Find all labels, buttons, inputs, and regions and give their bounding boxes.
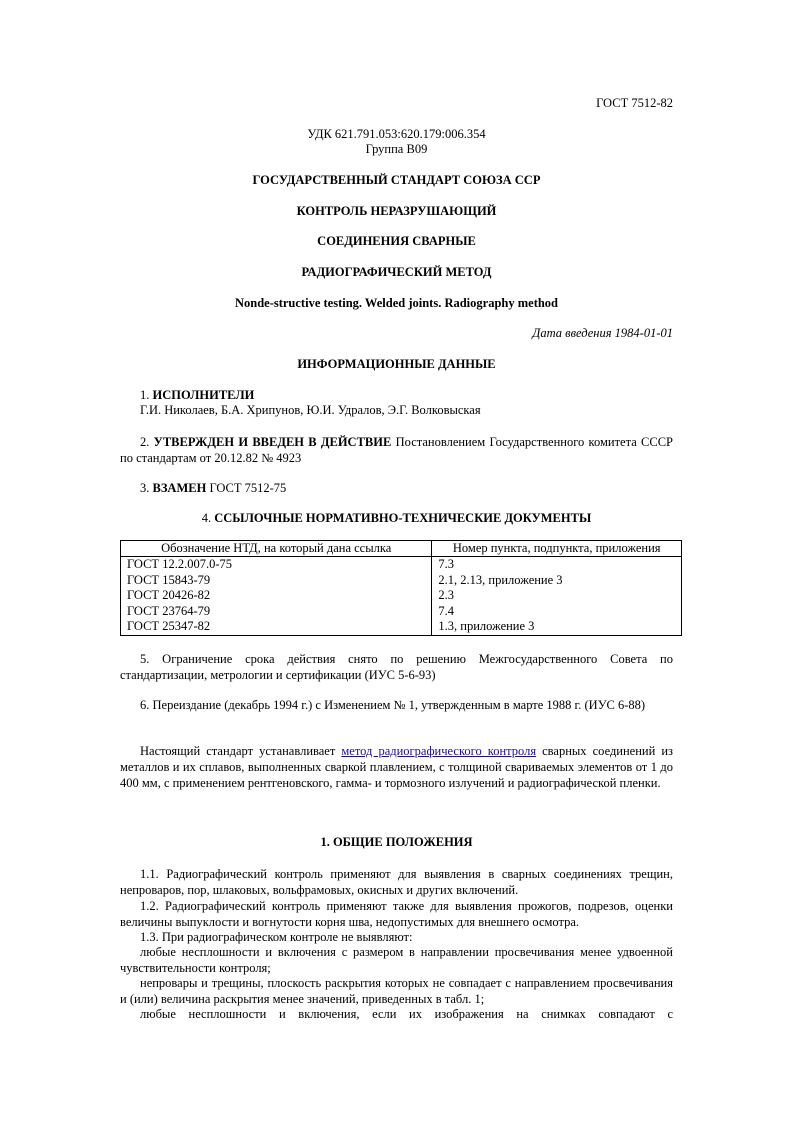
intro-date: Дата введения 1984-01-01 bbox=[532, 326, 673, 340]
table-cell-clause: 7.4 bbox=[432, 604, 682, 620]
info-item-3-text: ГОСТ 7512-75 bbox=[209, 481, 287, 495]
udk-code: УДК 621.791.053:620.179:006.354 bbox=[307, 127, 486, 141]
info-item-2-number: 2. bbox=[140, 435, 150, 449]
table-header-designation: Обозначение НТД, на который дана ссылка bbox=[121, 541, 432, 557]
table-cell-designation: ГОСТ 15843-79 bbox=[121, 573, 432, 589]
info-item-3 bbox=[140, 481, 286, 496]
table-row bbox=[121, 557, 682, 573]
table-cell-designation: ГОСТ 12.2.007.0-75 bbox=[121, 557, 432, 573]
table-row bbox=[121, 619, 682, 635]
preamble-paragraph bbox=[120, 743, 673, 791]
radiography-method-link[interactable]: метод радиографического контроля bbox=[341, 744, 537, 758]
info-item-2 bbox=[120, 434, 673, 466]
table-cell-designation: ГОСТ 20426-82 bbox=[121, 588, 432, 604]
preamble-before-link: Настоящий стандарт устанавливает bbox=[140, 744, 342, 758]
info-item-1-heading bbox=[140, 388, 254, 403]
section-1-heading: 1. ОБЩИЕ ПОЛОЖЕНИЯ bbox=[320, 835, 473, 849]
table-header-clause: Номер пункта, подпункта, приложения bbox=[432, 541, 682, 557]
table-row bbox=[121, 573, 682, 589]
table-cell-clause: 1.3, приложение 3 bbox=[432, 619, 682, 635]
info-item-4-number: 4. bbox=[201, 511, 212, 525]
state-standard-title: ГОСУДАРСТВЕННЫЙ СТАНДАРТ СОЮЗА ССР bbox=[252, 173, 541, 187]
table-cell-designation: ГОСТ 25347-82 bbox=[121, 619, 432, 635]
table-cell-clause: 2.3 bbox=[432, 588, 682, 604]
clause-1-1: 1.1. Радиографический контроль применяют для выявления в сварных соединениях трещин, непроваров, пор, шлаковых, вольфрамовых, окисных и других включений. bbox=[120, 867, 673, 897]
info-item-5: 5. Ограничение срока действия снято по решению Межгосударственного Совета по стандартизации, метрологии и сертификации (ИУС 5-6-93) bbox=[120, 652, 673, 682]
info-item-1-title: ИСПОЛНИТЕЛИ bbox=[152, 388, 255, 402]
info-item-4-heading bbox=[120, 511, 673, 526]
table-row bbox=[121, 604, 682, 620]
table-cell-clause: 7.3 bbox=[432, 557, 682, 573]
info-item-4-title: ССЫЛОЧНЫЕ НОРМАТИВНО-ТЕХНИЧЕСКИЕ ДОКУМЕНТЫ bbox=[214, 511, 592, 525]
info-heading: ИНФОРМАЦИОННЫЕ ДАННЫЕ bbox=[297, 357, 496, 371]
title-line-2: СОЕДИНЕНИЯ СВАРНЫЕ bbox=[317, 234, 476, 248]
info-item-3-number: 3. bbox=[140, 481, 150, 495]
title-line-3: РАДИОГРАФИЧЕСКИЙ МЕТОД bbox=[301, 265, 492, 279]
title-line-1: КОНТРОЛЬ НЕРАЗРУШАЮЩИЙ bbox=[296, 204, 497, 218]
preamble-after-link: сварных соединений из металлов и их сплавов, выполненных сваркой плавлением, с толщиной свариваемых элементов от 1 до 400 мм, с применением рентгеновского, гамма- и тормозного излучений и радиографической пленки. bbox=[120, 744, 673, 790]
info-item-3-title: ВЗАМЕН bbox=[152, 481, 207, 495]
english-title: Nonde-structive testing. Welded joints. Radiography method bbox=[234, 296, 559, 310]
info-item-1-text: Г.И. Николаев, Б.А. Хрипунов, Ю.И. Удралов, Э.Г. Волковыская bbox=[140, 403, 481, 417]
clause-1-3-item-b: непровары и трещины, плоскость раскрытия которых не совпадает с направлением просвечивания и (или) величина раскрытия менее значений, приведенных в табл. 1; bbox=[120, 976, 673, 1006]
info-item-1-number: 1. bbox=[140, 388, 150, 402]
doc-number: ГОСТ 7512-82 bbox=[596, 96, 673, 110]
table-header-row bbox=[121, 541, 682, 557]
table-row bbox=[121, 588, 682, 604]
clause-1-2: 1.2. Радиографический контроль применяют также для выявления прожогов, подрезов, оценки величины выпуклости и вогнутости корня шва, недопустимых для внешнего осмотра. bbox=[120, 899, 673, 929]
reference-documents-table bbox=[120, 540, 682, 636]
info-item-2-title: УТВЕРЖДЕН И ВВЕДЕН В ДЕЙСТВИЕ bbox=[153, 435, 392, 449]
info-item-2-text: Постановлением Государственного комитета СССР по стандартам от 20.12.82 № 4923 bbox=[120, 435, 674, 465]
clause-1-3-item-a: любые несплошности и включения с размером в направлении просвечивания менее удвоенной чувствительности контроля; bbox=[120, 945, 673, 975]
clause-1-3: 1.3. При радиографическом контроле не выявляют: bbox=[140, 930, 413, 944]
table-cell-designation: ГОСТ 23764-79 bbox=[121, 604, 432, 620]
info-item-6: 6. Переиздание (декабрь 1994 г.) с Изменением № 1, утвержденным в марте 1988 г. (ИУС 6-88) bbox=[140, 698, 646, 712]
clause-1-3-item-c: любые несплошности и включения, если их изображения на снимках совпадают с bbox=[140, 1007, 673, 1021]
group-code: Группа В09 bbox=[365, 142, 428, 156]
table-cell-clause: 2.1, 2.13, приложение 3 bbox=[432, 573, 682, 589]
